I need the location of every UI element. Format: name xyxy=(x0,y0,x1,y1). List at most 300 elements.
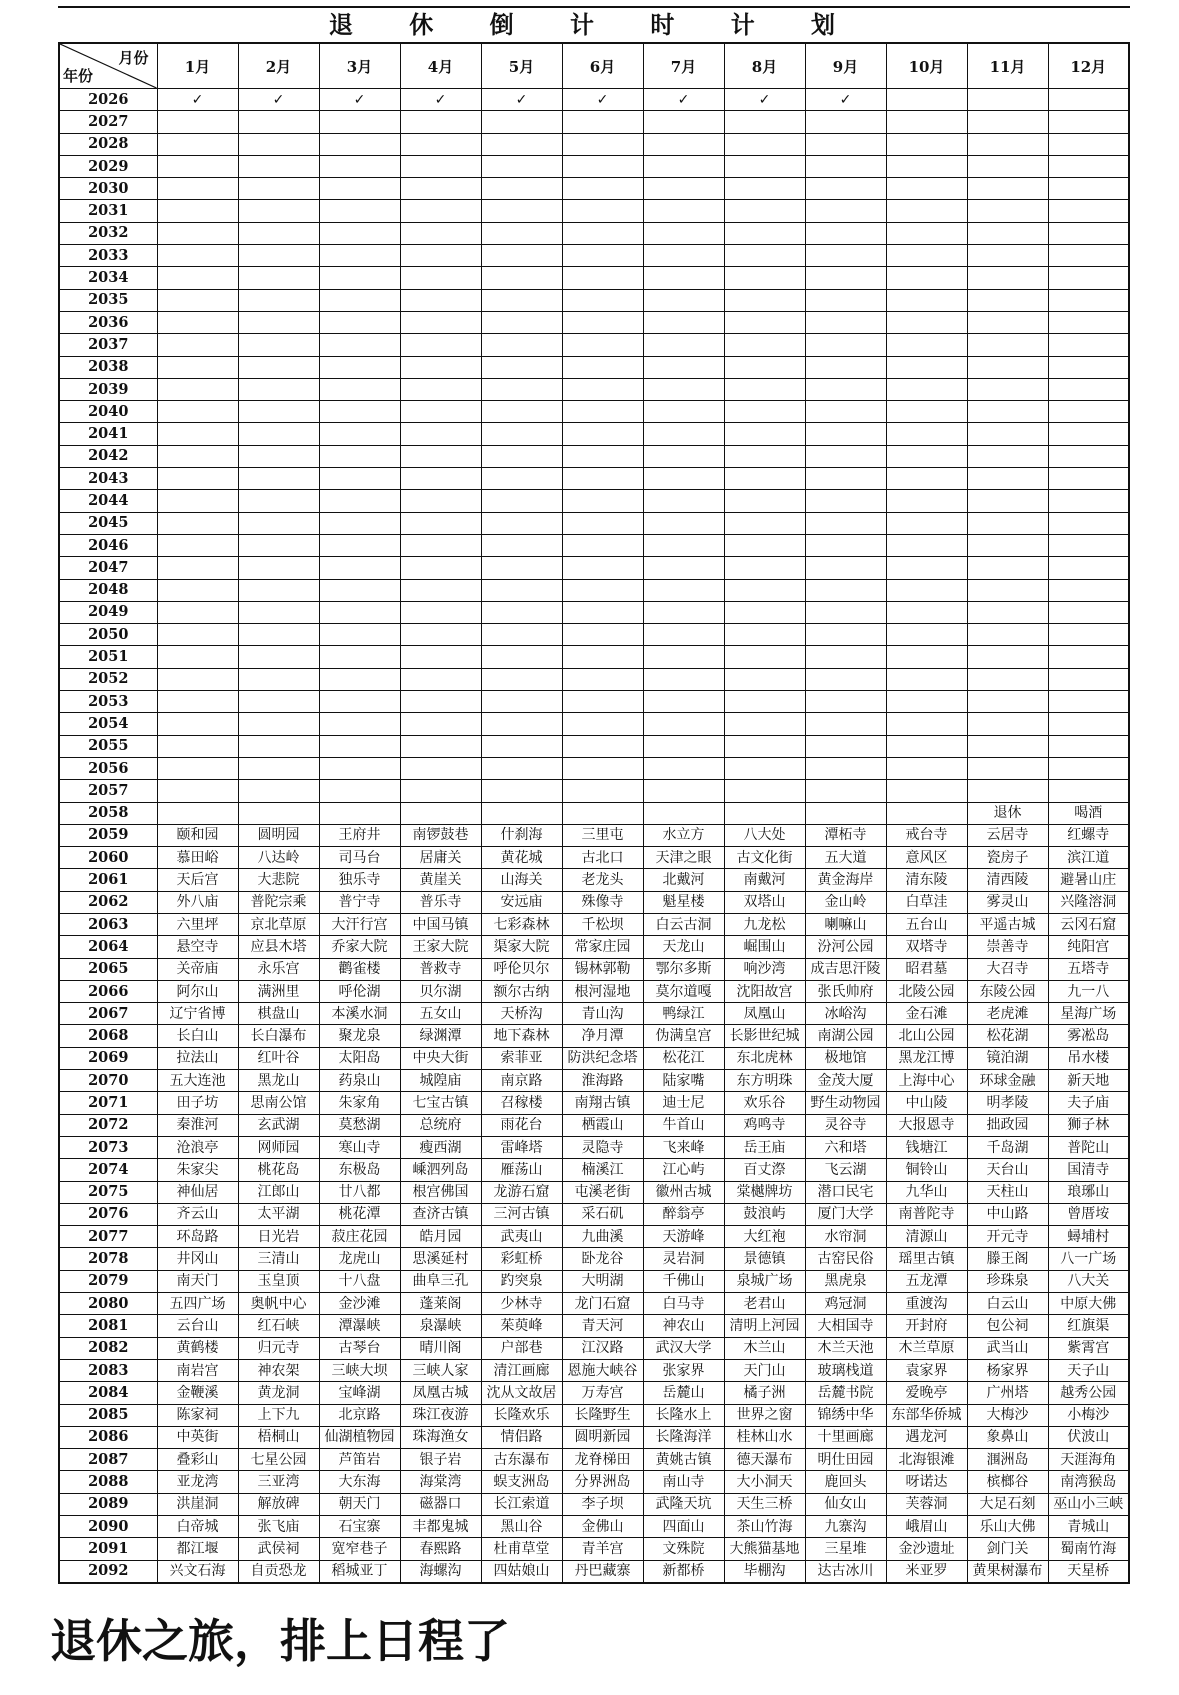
plan-cell: 安远庙 xyxy=(481,891,562,913)
plan-cell: 袁家界 xyxy=(886,1359,967,1381)
plan-cell xyxy=(1048,111,1129,133)
plan-cell xyxy=(643,111,724,133)
plan-cell xyxy=(400,289,481,311)
table-row xyxy=(59,289,1129,311)
plan-cell xyxy=(1048,579,1129,601)
plan-cell xyxy=(724,445,805,467)
plan-cell xyxy=(967,691,1048,713)
plan-cell: 南岩宫 xyxy=(157,1359,238,1381)
plan-cell xyxy=(967,646,1048,668)
plan-cell xyxy=(886,646,967,668)
plan-cell: 杨家界 xyxy=(967,1359,1048,1381)
table-row xyxy=(59,111,1129,133)
plan-cell xyxy=(157,713,238,735)
plan-cell: 贝尔湖 xyxy=(400,980,481,1002)
plan-cell xyxy=(805,668,886,690)
plan-cell xyxy=(562,668,643,690)
plan-cell xyxy=(400,579,481,601)
year-cell: 2092 xyxy=(59,1560,157,1583)
plan-cell xyxy=(724,378,805,400)
plan-cell xyxy=(238,691,319,713)
plan-cell: 万寿宫 xyxy=(562,1382,643,1404)
plan-cell xyxy=(238,468,319,490)
plan-cell: 天桥沟 xyxy=(481,1003,562,1025)
plan-cell: 老龙头 xyxy=(562,869,643,891)
plan-cell xyxy=(724,557,805,579)
plan-cell xyxy=(805,245,886,267)
plan-cell xyxy=(1048,713,1129,735)
plan-cell: 黑山谷 xyxy=(481,1516,562,1538)
plan-cell: 三里屯 xyxy=(562,824,643,846)
table-row xyxy=(59,1226,1129,1248)
plan-cell xyxy=(886,178,967,200)
plan-cell: 白帝城 xyxy=(157,1516,238,1538)
plan-cell: 楠溪江 xyxy=(562,1159,643,1181)
plan-cell: 应县木塔 xyxy=(238,936,319,958)
checkmark-cell: ✓ xyxy=(805,89,886,111)
table-row xyxy=(59,1047,1129,1069)
plan-cell: 三河古镇 xyxy=(481,1203,562,1225)
plan-cell: 三峡人家 xyxy=(400,1359,481,1381)
plan-cell xyxy=(481,356,562,378)
plan-cell: 醉翁亭 xyxy=(643,1203,724,1225)
plan-cell xyxy=(400,802,481,824)
plan-cell xyxy=(1048,334,1129,356)
plan-cell xyxy=(805,735,886,757)
plan-cell xyxy=(481,245,562,267)
plan-cell xyxy=(967,557,1048,579)
plan-cell xyxy=(481,200,562,222)
table-row xyxy=(59,1538,1129,1560)
plan-cell xyxy=(967,445,1048,467)
plan-cell: 黑龙山 xyxy=(238,1070,319,1092)
plan-cell: 天门山 xyxy=(724,1359,805,1381)
plan-cell: 神仙居 xyxy=(157,1181,238,1203)
plan-cell xyxy=(886,557,967,579)
plan-cell: 索菲亚 xyxy=(481,1047,562,1069)
plan-cell xyxy=(157,780,238,802)
table-row xyxy=(59,1136,1129,1158)
plan-cell xyxy=(481,133,562,155)
plan-cell xyxy=(805,423,886,445)
plan-cell xyxy=(967,401,1048,423)
plan-cell: 天游峰 xyxy=(643,1226,724,1248)
year-cell: 2060 xyxy=(59,847,157,869)
plan-cell: 朱家尖 xyxy=(157,1159,238,1181)
checkmark-cell: ✓ xyxy=(562,89,643,111)
plan-cell: 黑龙江博 xyxy=(886,1047,967,1069)
plan-cell: 避暑山庄 xyxy=(1048,869,1129,891)
plan-cell: 阿尔山 xyxy=(157,980,238,1002)
plan-cell: 自贡恐龙 xyxy=(238,1560,319,1583)
plan-cell xyxy=(967,780,1048,802)
plan-cell: 明孝陵 xyxy=(967,1092,1048,1114)
plan-cell xyxy=(643,579,724,601)
checkmark-cell: ✓ xyxy=(643,89,724,111)
plan-cell xyxy=(157,267,238,289)
table-row xyxy=(59,579,1129,601)
plan-cell: 五大连池 xyxy=(157,1070,238,1092)
plan-cell: 三亚湾 xyxy=(238,1471,319,1493)
plan-cell xyxy=(319,356,400,378)
plan-cell: 镜泊湖 xyxy=(967,1047,1048,1069)
plan-cell xyxy=(805,378,886,400)
plan-cell: 北京路 xyxy=(319,1404,400,1426)
plan-cell: 北陵公园 xyxy=(886,980,967,1002)
plan-cell: 王府井 xyxy=(319,824,400,846)
plan-cell xyxy=(1048,245,1129,267)
plan-cell xyxy=(157,490,238,512)
plan-cell xyxy=(886,512,967,534)
table-row xyxy=(59,133,1129,155)
plan-cell xyxy=(805,713,886,735)
plan-cell xyxy=(805,133,886,155)
plan-cell: 鸭绿江 xyxy=(643,1003,724,1025)
plan-cell: 武汉大学 xyxy=(643,1337,724,1359)
plan-cell: 世界之窗 xyxy=(724,1404,805,1426)
plan-cell: 十里画廊 xyxy=(805,1426,886,1448)
plan-cell: 东陵公园 xyxy=(967,980,1048,1002)
plan-cell: 北戴河 xyxy=(643,869,724,891)
plan-cell: 中原大佛 xyxy=(1048,1293,1129,1315)
plan-cell xyxy=(157,735,238,757)
plan-cell: 圆明园 xyxy=(238,824,319,846)
year-axis-label: 年份 xyxy=(63,67,94,85)
plan-cell xyxy=(805,178,886,200)
plan-cell: 天台山 xyxy=(967,1159,1048,1181)
plan-cell xyxy=(1048,468,1129,490)
plan-cell xyxy=(319,646,400,668)
plan-cell xyxy=(643,334,724,356)
table-row xyxy=(59,1337,1129,1359)
plan-cell xyxy=(238,356,319,378)
plan-cell: 中山陵 xyxy=(886,1092,967,1114)
plan-cell xyxy=(400,378,481,400)
plan-cell xyxy=(886,289,967,311)
year-cell: 2042 xyxy=(59,445,157,467)
table-row xyxy=(59,1493,1129,1515)
year-cell: 2047 xyxy=(59,557,157,579)
plan-cell: 沈阳故宫 xyxy=(724,980,805,1002)
plan-cell: 飞来峰 xyxy=(643,1136,724,1158)
plan-cell xyxy=(481,490,562,512)
year-cell: 2033 xyxy=(59,245,157,267)
year-cell: 2046 xyxy=(59,534,157,556)
plan-cell xyxy=(157,468,238,490)
plan-cell: 古北口 xyxy=(562,847,643,869)
plan-cell xyxy=(643,289,724,311)
plan-cell xyxy=(805,222,886,244)
plan-cell xyxy=(481,668,562,690)
plan-cell xyxy=(400,111,481,133)
plan-cell xyxy=(238,780,319,802)
year-cell: 2081 xyxy=(59,1315,157,1337)
month-axis-label: 月份 xyxy=(118,49,149,67)
plan-cell xyxy=(886,89,967,111)
month-header-10: 10月 xyxy=(886,43,967,89)
plan-cell xyxy=(319,133,400,155)
table-body xyxy=(59,89,1129,1583)
plan-cell: 仙女山 xyxy=(805,1493,886,1515)
plan-cell xyxy=(157,691,238,713)
checkmark-cell: ✓ xyxy=(481,89,562,111)
plan-cell xyxy=(319,155,400,177)
plan-cell xyxy=(886,534,967,556)
plan-cell: 南普陀寺 xyxy=(886,1203,967,1225)
month-header-8: 8月 xyxy=(724,43,805,89)
plan-cell: 三峡大坝 xyxy=(319,1359,400,1381)
plan-cell: 辽宁省博 xyxy=(157,1003,238,1025)
plan-cell: 清明上河园 xyxy=(724,1315,805,1337)
plan-cell: 总统府 xyxy=(400,1114,481,1136)
plan-cell xyxy=(481,780,562,802)
plan-cell: 东北虎林 xyxy=(724,1047,805,1069)
plan-cell xyxy=(319,222,400,244)
plan-cell xyxy=(886,691,967,713)
plan-cell: 鄂尔多斯 xyxy=(643,958,724,980)
plan-cell xyxy=(643,512,724,534)
plan-cell: 清东陵 xyxy=(886,869,967,891)
plan-cell: 牛首山 xyxy=(643,1114,724,1136)
year-cell: 2056 xyxy=(59,757,157,779)
plan-cell xyxy=(1048,155,1129,177)
plan-cell xyxy=(319,780,400,802)
plan-cell xyxy=(643,133,724,155)
plan-cell xyxy=(643,356,724,378)
plan-cell xyxy=(562,111,643,133)
plan-cell: 杜甫草堂 xyxy=(481,1538,562,1560)
plan-cell xyxy=(562,512,643,534)
plan-cell: 千岛湖 xyxy=(967,1136,1048,1158)
plan-cell: 召稼楼 xyxy=(481,1092,562,1114)
plan-cell xyxy=(400,713,481,735)
year-cell: 2053 xyxy=(59,691,157,713)
plan-cell xyxy=(886,780,967,802)
plan-cell xyxy=(481,735,562,757)
plan-cell xyxy=(400,468,481,490)
plan-cell xyxy=(1048,311,1129,333)
plan-cell xyxy=(967,735,1048,757)
table-row xyxy=(59,401,1129,423)
plan-cell: 渠家大院 xyxy=(481,936,562,958)
plan-cell xyxy=(805,401,886,423)
plan-cell: 包公祠 xyxy=(967,1315,1048,1337)
plan-cell: 青山沟 xyxy=(562,1003,643,1025)
plan-cell: 飞云湖 xyxy=(805,1159,886,1181)
plan-cell xyxy=(805,802,886,824)
plan-cell: 古文化街 xyxy=(724,847,805,869)
plan-cell xyxy=(400,155,481,177)
plan-cell xyxy=(481,289,562,311)
plan-cell: 清西陵 xyxy=(967,869,1048,891)
table-row xyxy=(59,1315,1129,1337)
plan-cell xyxy=(886,601,967,623)
plan-cell xyxy=(1048,490,1129,512)
plan-cell: 泉瀑峡 xyxy=(400,1315,481,1337)
plan-cell xyxy=(724,311,805,333)
plan-cell xyxy=(724,222,805,244)
plan-cell xyxy=(157,668,238,690)
plan-cell: 晴川阁 xyxy=(400,1337,481,1359)
plan-cell xyxy=(886,624,967,646)
plan-cell xyxy=(1048,512,1129,534)
plan-cell: 金茂大厦 xyxy=(805,1070,886,1092)
plan-cell: 七宝古镇 xyxy=(400,1092,481,1114)
plan-cell: 悬空寺 xyxy=(157,936,238,958)
plan-cell: 狮子林 xyxy=(1048,1114,1129,1136)
year-cell: 2054 xyxy=(59,713,157,735)
plan-cell: 思南公馆 xyxy=(238,1092,319,1114)
plan-cell: 南山寺 xyxy=(643,1471,724,1493)
plan-cell: 沧浪亭 xyxy=(157,1136,238,1158)
plan-cell xyxy=(157,579,238,601)
plan-cell xyxy=(643,378,724,400)
plan-cell: 分界洲岛 xyxy=(562,1471,643,1493)
table-row xyxy=(59,1270,1129,1292)
year-cell: 2066 xyxy=(59,980,157,1002)
plan-cell xyxy=(805,445,886,467)
plan-cell: 九华山 xyxy=(886,1181,967,1203)
year-cell: 2032 xyxy=(59,222,157,244)
plan-cell xyxy=(724,713,805,735)
plan-cell: 桃花岛 xyxy=(238,1159,319,1181)
plan-cell xyxy=(238,534,319,556)
plan-cell xyxy=(319,311,400,333)
plan-cell xyxy=(157,802,238,824)
plan-cell xyxy=(886,245,967,267)
plan-cell: 凤凰山 xyxy=(724,1003,805,1025)
plan-cell xyxy=(238,423,319,445)
plan-cell: 古窑民俗 xyxy=(805,1248,886,1270)
plan-cell: 额尔古纳 xyxy=(481,980,562,1002)
plan-cell xyxy=(886,445,967,467)
plan-cell xyxy=(562,468,643,490)
plan-cell: 鹿回头 xyxy=(805,1471,886,1493)
plan-cell xyxy=(238,713,319,735)
plan-cell xyxy=(562,534,643,556)
plan-cell xyxy=(400,445,481,467)
table-row xyxy=(59,245,1129,267)
plan-cell xyxy=(643,713,724,735)
plan-cell: 清源山 xyxy=(886,1226,967,1248)
plan-cell: 东方明珠 xyxy=(724,1070,805,1092)
month-header-12: 12月 xyxy=(1048,43,1129,89)
plan-cell: 长隆海洋 xyxy=(643,1426,724,1448)
plan-cell xyxy=(400,133,481,155)
plan-cell xyxy=(805,111,886,133)
plan-cell xyxy=(238,200,319,222)
plan-cell: 迪士尼 xyxy=(643,1092,724,1114)
plan-cell xyxy=(562,222,643,244)
plan-cell: 张氏帅府 xyxy=(805,980,886,1002)
plan-cell: 呼伦贝尔 xyxy=(481,958,562,980)
retirement-plan-sheet xyxy=(58,6,1130,1584)
plan-cell xyxy=(967,490,1048,512)
plan-cell: 大相国寺 xyxy=(805,1315,886,1337)
plan-cell xyxy=(238,668,319,690)
plan-cell: 锡林郭勒 xyxy=(562,958,643,980)
plan-cell xyxy=(157,111,238,133)
year-cell: 2040 xyxy=(59,401,157,423)
table-row xyxy=(59,1070,1129,1092)
plan-cell: 大足石刻 xyxy=(967,1493,1048,1515)
plan-cell: 松花江 xyxy=(643,1047,724,1069)
year-cell: 2052 xyxy=(59,668,157,690)
plan-cell xyxy=(238,802,319,824)
plan-cell: 极地馆 xyxy=(805,1047,886,1069)
plan-cell xyxy=(157,334,238,356)
plan-cell: 喇嘛山 xyxy=(805,913,886,935)
plan-cell xyxy=(562,155,643,177)
plan-cell: 米亚罗 xyxy=(886,1560,967,1583)
plan-cell: 恩施大峡谷 xyxy=(562,1359,643,1381)
plan-cell xyxy=(724,200,805,222)
year-cell: 2036 xyxy=(59,311,157,333)
table-row xyxy=(59,980,1129,1002)
plan-cell xyxy=(562,378,643,400)
plan-cell xyxy=(481,445,562,467)
year-cell: 2077 xyxy=(59,1226,157,1248)
plan-cell: 岳麓书院 xyxy=(805,1382,886,1404)
plan-cell: 净月潭 xyxy=(562,1025,643,1047)
plan-cell xyxy=(238,401,319,423)
plan-cell xyxy=(1048,735,1129,757)
table-row xyxy=(59,423,1129,445)
plan-cell: 普宁寺 xyxy=(319,891,400,913)
plan-cell: 四姑娘山 xyxy=(481,1560,562,1583)
plan-cell xyxy=(481,534,562,556)
plan-cell: 宽窄巷子 xyxy=(319,1538,400,1560)
plan-cell xyxy=(481,267,562,289)
plan-cell: 大悲院 xyxy=(238,869,319,891)
plan-cell: 黄崖关 xyxy=(400,869,481,891)
plan-cell: 茶山竹海 xyxy=(724,1516,805,1538)
table-row xyxy=(59,1560,1129,1583)
plan-cell: 聚龙泉 xyxy=(319,1025,400,1047)
plan-cell xyxy=(967,579,1048,601)
plan-cell: 欢乐谷 xyxy=(724,1092,805,1114)
plan-cell: 乐山大佛 xyxy=(967,1516,1048,1538)
plan-cell xyxy=(967,356,1048,378)
plan-cell xyxy=(643,668,724,690)
plan-cell xyxy=(886,423,967,445)
plan-cell: 趵突泉 xyxy=(481,1270,562,1292)
plan-cell: 南湖公园 xyxy=(805,1025,886,1047)
table-row xyxy=(59,936,1129,958)
plan-cell xyxy=(643,245,724,267)
table-row xyxy=(59,356,1129,378)
month-header-4: 4月 xyxy=(400,43,481,89)
plan-cell xyxy=(886,334,967,356)
plan-cell xyxy=(319,401,400,423)
plan-cell: 四面山 xyxy=(643,1516,724,1538)
plan-cell xyxy=(481,557,562,579)
plan-cell xyxy=(562,713,643,735)
plan-cell xyxy=(724,735,805,757)
plan-cell: 彩虹桥 xyxy=(481,1248,562,1270)
plan-cell xyxy=(562,646,643,668)
checkmark-cell: ✓ xyxy=(319,89,400,111)
plan-cell xyxy=(967,534,1048,556)
plan-cell xyxy=(562,624,643,646)
plan-cell xyxy=(157,245,238,267)
table-row xyxy=(59,668,1129,690)
plan-cell xyxy=(724,802,805,824)
plan-cell xyxy=(481,757,562,779)
plan-cell xyxy=(400,490,481,512)
plan-cell: 五大道 xyxy=(805,847,886,869)
plan-cell: 新天地 xyxy=(1048,1070,1129,1092)
